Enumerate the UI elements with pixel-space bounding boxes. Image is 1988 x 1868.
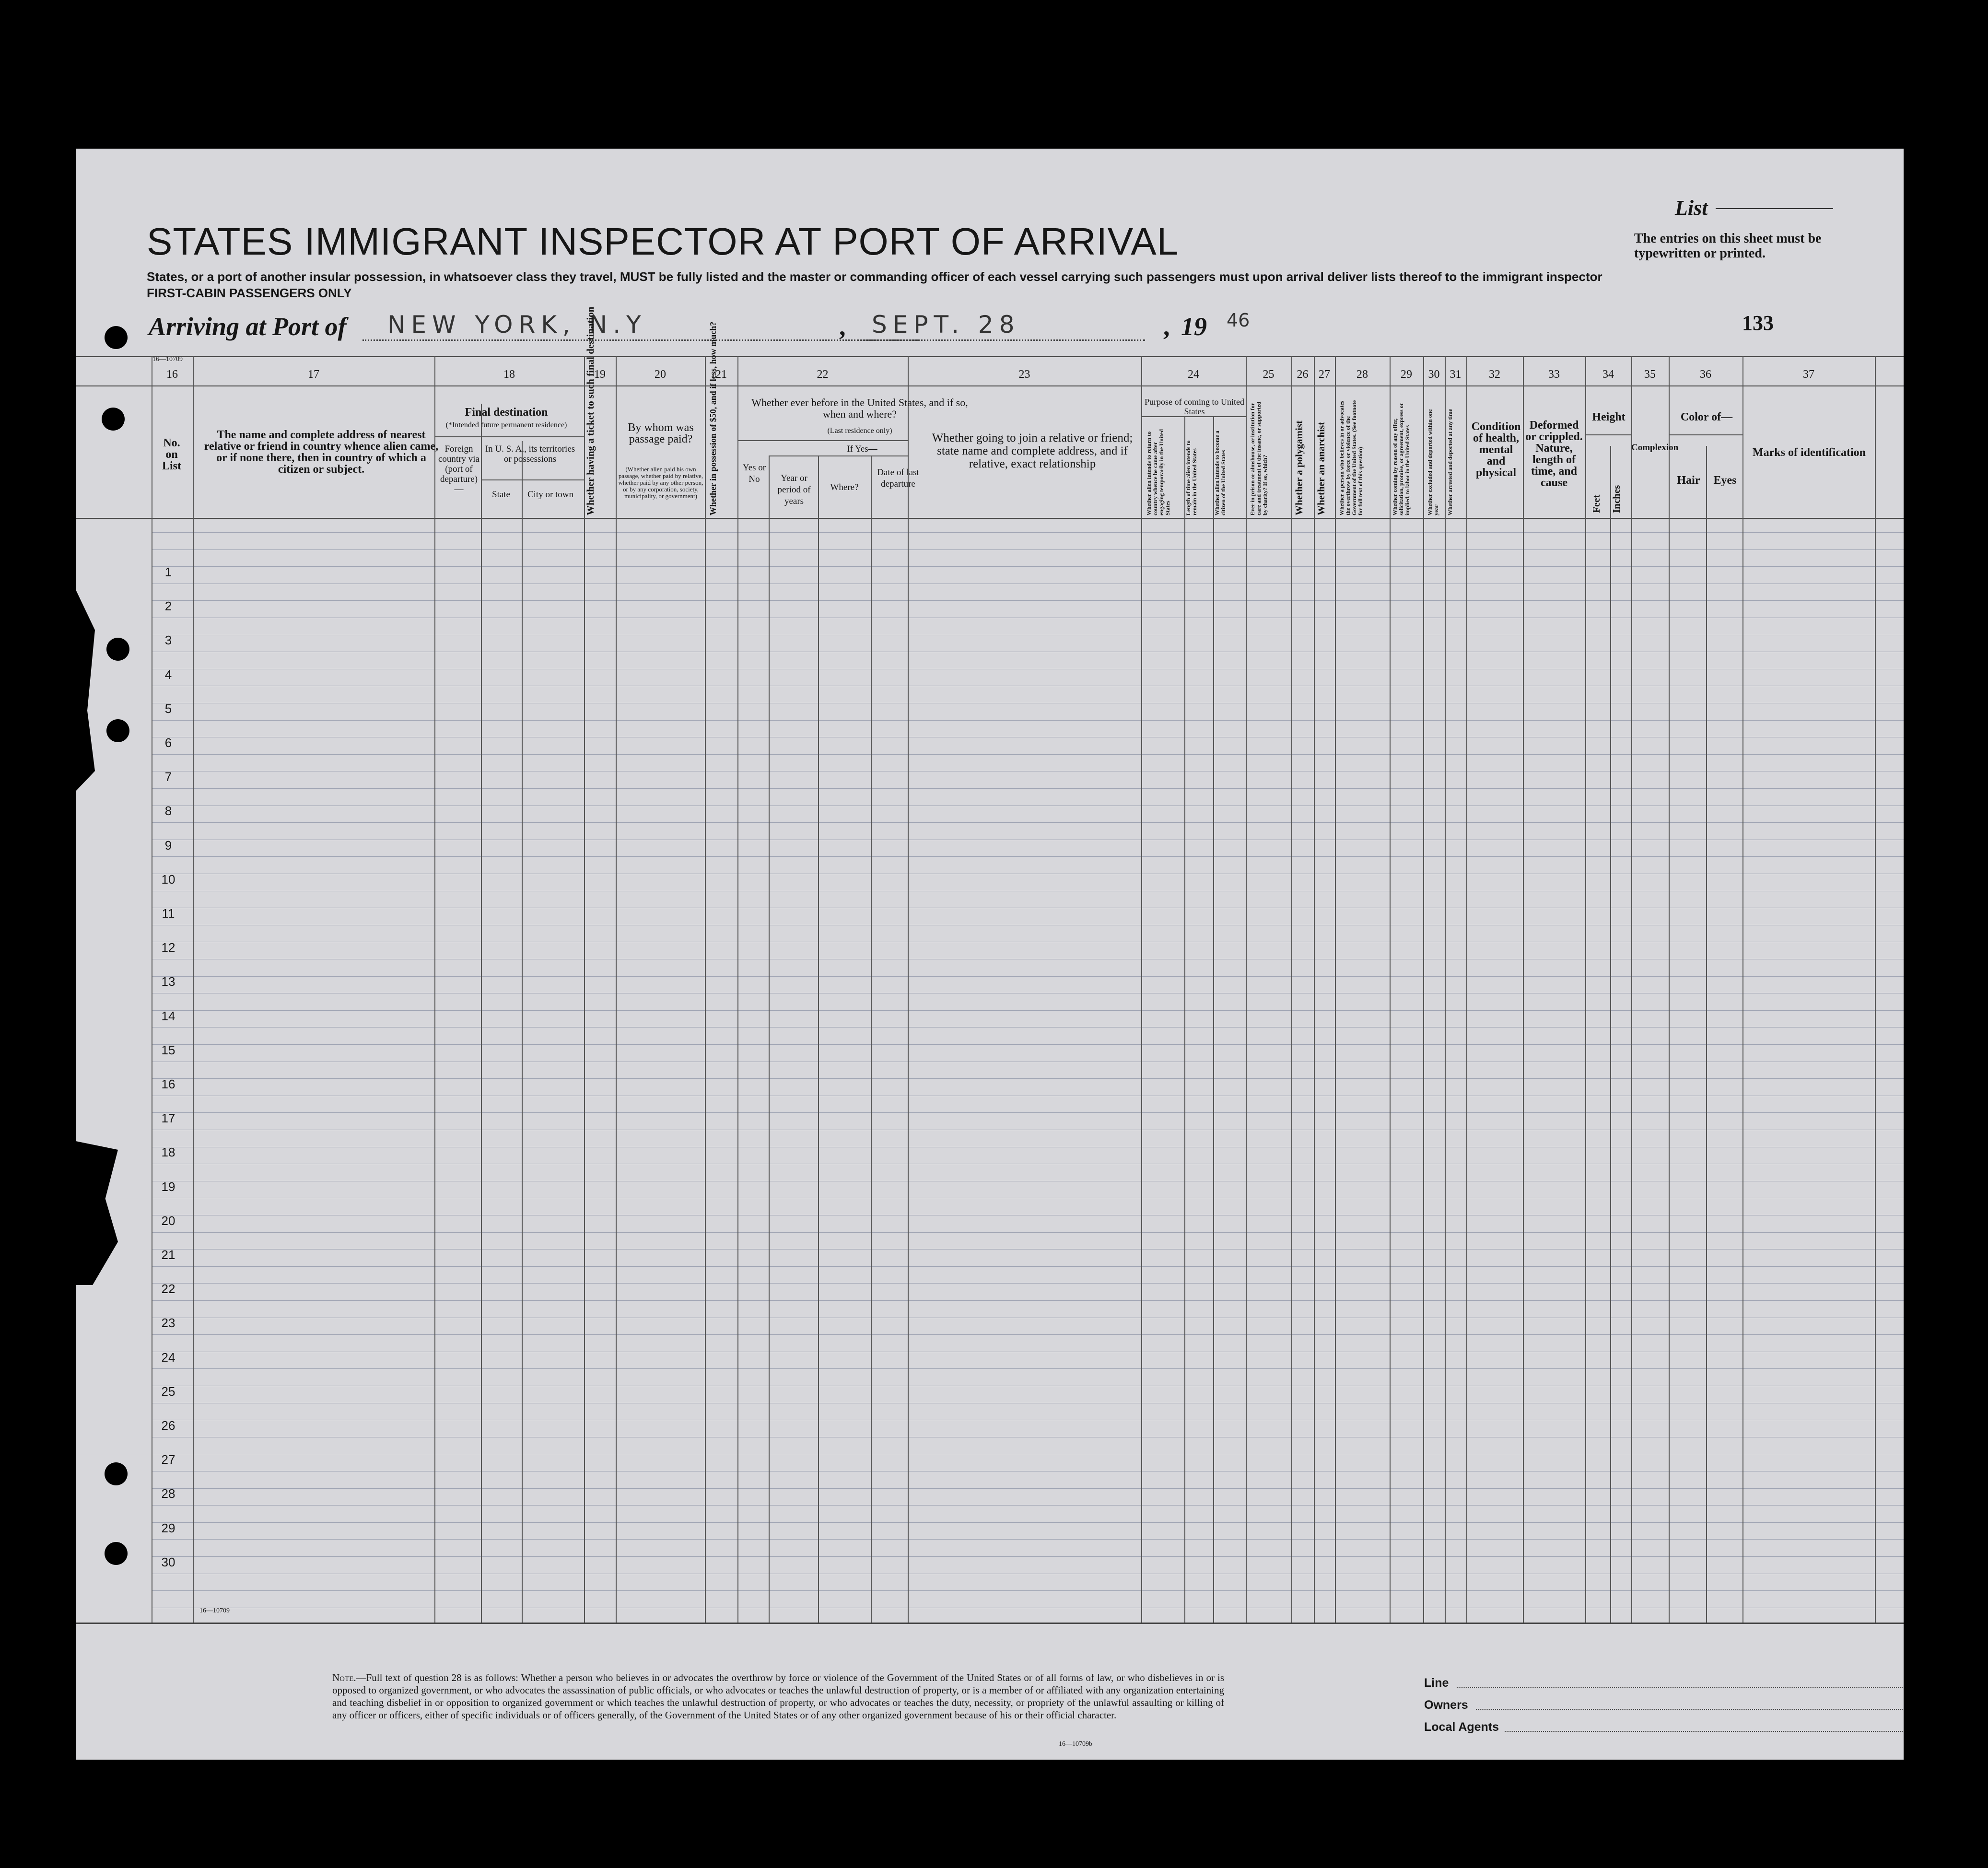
instruction-text: States, or a port of another insular possession, in whatsoever class they travel, MUST be fully listed and the master or commanding officer of each vessel carrying such passengers must upon arrival deliver lists thereof to the immigrant inspector xyxy=(147,269,1602,284)
row-rule xyxy=(152,1044,1904,1045)
col-31-header: Whether arrested and deported at any time xyxy=(1447,409,1453,515)
column-divider xyxy=(1246,356,1247,1623)
row-number: 7 xyxy=(164,770,172,784)
row-rule xyxy=(152,1266,1904,1267)
form-code-top: 16—10709 xyxy=(152,356,183,363)
column-number: 17 xyxy=(308,368,319,381)
column-divider xyxy=(1742,356,1743,1623)
page-number: 133 xyxy=(1742,311,1774,335)
col-17-header: The name and complete address of nearest relative or friend in country whence alien came, or if none there, then in country of which a citizen or subject. xyxy=(204,429,439,476)
col-24-a: Whether alien intends to return to country whence he came after engaging temporarily in the United States xyxy=(1146,429,1171,515)
col-22-year: Year or period of years xyxy=(777,473,811,506)
year-handwritten: 46 xyxy=(1227,310,1250,331)
row-number: 20 xyxy=(161,1213,175,1228)
col-26-header: Whether a polygamist xyxy=(1293,420,1305,515)
row-number: 16 xyxy=(161,1077,175,1091)
port-field-line xyxy=(363,339,919,341)
col-22-note: (Last residence only) xyxy=(827,427,892,435)
row-rule xyxy=(152,1539,1904,1540)
column-divider xyxy=(1585,356,1586,1623)
row-number: 25 xyxy=(161,1384,175,1399)
col-22-yesno: Yes or No xyxy=(742,463,766,484)
comma-2: , xyxy=(1163,312,1170,341)
col-22-where: Where? xyxy=(830,482,859,492)
punch-hole xyxy=(105,1462,128,1485)
sub-column-divider xyxy=(522,441,523,1623)
column-divider xyxy=(616,356,617,1623)
row-number: 6 xyxy=(164,736,172,750)
form-code-bottom: 16—10709 xyxy=(199,1607,230,1614)
col-22-title: Whether ever before in the United States, and if so, when and where? xyxy=(751,397,968,420)
punch-hole xyxy=(102,408,125,431)
sub-header-divider xyxy=(737,440,908,441)
sub-header-divider xyxy=(481,479,584,480)
row-number: 21 xyxy=(161,1248,175,1262)
punch-hole xyxy=(106,638,129,661)
column-divider xyxy=(1335,356,1336,1623)
column-number: 37 xyxy=(1803,368,1814,381)
row-number: 9 xyxy=(164,838,172,852)
sub-column-divider xyxy=(1184,417,1185,1623)
col-18-title: Final destination xyxy=(465,406,548,419)
row-rule xyxy=(152,1112,1904,1113)
col-24-title: Purpose of coming to United States xyxy=(1145,397,1244,416)
column-divider xyxy=(1523,356,1524,1623)
row-number: 19 xyxy=(161,1179,175,1194)
row-rule xyxy=(152,532,1904,533)
column-number: 24 xyxy=(1188,368,1199,381)
sub-header-divider xyxy=(1585,434,1631,435)
col-18-state: State xyxy=(492,490,510,500)
col-33-header: Deformed or crippled. Nature, length of time, and cause xyxy=(1525,419,1583,489)
row-number: 27 xyxy=(161,1452,175,1467)
line-label: Line xyxy=(1424,1676,1449,1690)
row-rule xyxy=(152,1283,1904,1284)
col-29-header: Whether coming by reason of any offer, solicitation, promise, or agreement, express or implied, to labor in the United States xyxy=(1392,403,1411,515)
col-34-inches: Inches xyxy=(1611,485,1622,513)
column-number: 36 xyxy=(1700,368,1711,381)
cabin-class: FIRST-CABIN PASSENGERS ONLY xyxy=(147,286,352,300)
row-rule xyxy=(152,549,1904,550)
column-number: 21 xyxy=(715,368,727,381)
sub-column-divider xyxy=(1213,417,1214,1623)
row-number: 8 xyxy=(164,804,172,818)
col-36-hair: Hair xyxy=(1677,474,1700,487)
column-number: 19 xyxy=(594,368,606,381)
col-34-title: Height xyxy=(1592,411,1625,423)
sub-column-divider xyxy=(871,455,872,1623)
column-number: 22 xyxy=(817,368,829,381)
port-handwritten: NEW YORK, N.Y xyxy=(387,311,647,339)
row-number: 1 xyxy=(164,565,172,579)
col-24-b: Length of time alien intends to remain in the United States xyxy=(1185,440,1198,515)
sub-column-divider xyxy=(1610,446,1611,1623)
column-divider xyxy=(1291,356,1292,1623)
table-bottom-border xyxy=(76,1623,1904,1624)
row-number: 14 xyxy=(161,1008,175,1023)
footnote-label: Note. xyxy=(332,1672,356,1683)
row-rule xyxy=(152,1078,1904,1079)
sub-column-divider xyxy=(1706,446,1707,1623)
col-20-title: By whom was passage paid? xyxy=(628,421,694,445)
row-rule xyxy=(152,754,1904,755)
column-number: 27 xyxy=(1319,368,1330,381)
column-number: 16 xyxy=(166,368,178,381)
row-rule xyxy=(152,1300,1904,1301)
column-divider xyxy=(1669,356,1670,1623)
line-field xyxy=(1457,1687,1904,1688)
col-18-usa: In U. S. A., its territories or possessions xyxy=(485,444,575,464)
row-number: 10 xyxy=(161,872,175,887)
col-19-header: Whether having a ticket to such final destination xyxy=(585,306,596,515)
sub-header-divider xyxy=(434,436,584,437)
column-divider xyxy=(1631,356,1632,1623)
col-22-ifyes: If Yes— xyxy=(847,444,877,454)
column-divider xyxy=(1445,356,1446,1623)
table-top-border xyxy=(76,356,1904,357)
column-divider xyxy=(584,356,585,1623)
row-number: 18 xyxy=(161,1145,175,1160)
manifest-sheet xyxy=(76,149,1904,1760)
column-number: 34 xyxy=(1602,368,1614,381)
column-number: 28 xyxy=(1357,368,1368,381)
column-divider xyxy=(1314,356,1315,1623)
row-rule xyxy=(152,1556,1904,1557)
sub-column-divider xyxy=(818,455,819,1623)
row-number: 17 xyxy=(161,1111,175,1126)
row-number: 2 xyxy=(164,599,172,614)
row-rule xyxy=(152,1488,1904,1489)
date-handwritten: SEPT. 28 xyxy=(872,311,1020,339)
col-37-header: Marks of identification xyxy=(1753,446,1866,459)
col-34-feet: Feet xyxy=(1590,494,1602,513)
row-rule xyxy=(152,1232,1904,1233)
col-23-header: Whether going to join a relative or friend; state name and complete address, and if relative, exact relationship xyxy=(932,432,1133,470)
col-18-note: (*Intended future permanent residence) xyxy=(445,421,567,429)
column-divider xyxy=(1141,356,1142,1623)
sub-column-divider xyxy=(769,455,770,1623)
row-number: 4 xyxy=(164,667,172,682)
column-number: 33 xyxy=(1548,368,1560,381)
row-number: 12 xyxy=(161,940,175,955)
row-rule xyxy=(152,600,1904,601)
row-rule xyxy=(152,976,1904,977)
page-title: STATES IMMIGRANT INSPECTOR AT PORT OF ARRIVAL xyxy=(147,220,1179,263)
row-number: 5 xyxy=(164,701,172,716)
row-rule xyxy=(152,1505,1904,1506)
punch-hole xyxy=(106,719,129,742)
date-field-line xyxy=(857,339,1145,341)
row-number: 26 xyxy=(161,1418,175,1433)
column-divider xyxy=(705,356,706,1623)
col-18-foreign: Foreign country via (port of departure)— xyxy=(438,444,479,494)
sub-header-divider xyxy=(769,455,908,456)
column-number: 31 xyxy=(1450,368,1462,381)
sub-header-divider xyxy=(1141,416,1246,417)
owners-label: Owners xyxy=(1424,1698,1468,1712)
row-number: 15 xyxy=(161,1042,175,1057)
column-number: 30 xyxy=(1428,368,1440,381)
column-divider xyxy=(737,356,738,1623)
row-number: 11 xyxy=(162,906,175,921)
row-rule xyxy=(152,1010,1904,1011)
owners-field xyxy=(1476,1709,1904,1710)
column-number: 23 xyxy=(1018,368,1030,381)
row-number: 13 xyxy=(161,974,175,989)
agents-field xyxy=(1505,1731,1904,1732)
row-number: 22 xyxy=(161,1282,175,1296)
col-25-header: Ever in prison or almshouse, or institution for care and treatment of the insane, or supported by charity? If so, which? xyxy=(1249,401,1268,515)
column-divider xyxy=(193,356,194,1623)
column-number: 29 xyxy=(1401,368,1412,381)
col-36-eyes: Eyes xyxy=(1713,474,1737,487)
row-number: 29 xyxy=(161,1520,175,1535)
column-number: 20 xyxy=(655,368,666,381)
column-divider xyxy=(434,356,435,1623)
row-number: 3 xyxy=(164,633,172,648)
col-35-header: Complexion xyxy=(1631,443,1679,453)
footnote-code: 16—10709b xyxy=(1059,1740,1092,1748)
footnote-text: —Full text of question 28 is as follows: Whether a person who believes in or advocates the overthrow by force or violence of the Government of the United States or of all forms of law, or who disbelieves in or is opposed to organized government, or who advocates the assassination of public officials, or who advocates or teaches the unlawful destruction of property, or is a member of or affiliated with any organization entertaining and teaching disbelief in or opposition to organized government or which teaches the unlawful destruction of property, or who advocates or teaches the duty, necessity, or propriety of the unlawful assaulting or killing of any officer or officers, either of specific individuals or of officers generally, of the Government of the United States or of any other organized government because of his or their official character. xyxy=(332,1672,1224,1721)
column-divider xyxy=(1466,356,1467,1623)
row-rule xyxy=(152,856,1904,857)
footnote xyxy=(332,1671,1224,1721)
column-number: 32 xyxy=(1489,368,1500,381)
row-rule xyxy=(152,788,1904,789)
column-number: 26 xyxy=(1297,368,1309,381)
punch-hole xyxy=(105,326,128,349)
column-divider xyxy=(908,356,909,1623)
row-number: 23 xyxy=(161,1316,175,1331)
sub-header-divider xyxy=(1669,434,1742,435)
column-number: 25 xyxy=(1263,368,1275,381)
col-24-c: Whether alien intends to become a citizen of the United States xyxy=(1214,431,1227,515)
column-number: 35 xyxy=(1644,368,1656,381)
col-21-header: Whether in possession of $50, and if less, how much? xyxy=(708,321,718,515)
col-16-header: No. on List xyxy=(162,437,181,472)
row-rule xyxy=(152,1522,1904,1523)
punch-hole xyxy=(105,1542,128,1565)
row-rule xyxy=(152,1368,1904,1369)
row-number: 28 xyxy=(161,1486,175,1501)
entries-note: The entries on this sheet must be typewritten or printed. xyxy=(1634,231,1822,261)
list-label: List xyxy=(1675,196,1708,220)
col-18-city: City or town xyxy=(527,490,574,500)
column-divider xyxy=(1423,356,1424,1623)
row-rule xyxy=(152,822,1904,823)
row-rule xyxy=(152,566,1904,567)
row-rule xyxy=(152,720,1904,721)
col-36-title: Color of— xyxy=(1680,411,1733,423)
col-28-header: Whether a person who believes in or advocates the overthrow by force or violence of the Government of the United States. (See footnote for full text of this question) xyxy=(1338,400,1364,515)
col-20-note: (Whether alien paid his own passage, whether paid by relative, whether paid by any other person, or by any corporation, society, municipality, or government) xyxy=(618,466,703,500)
col-30-header: Whether excluded and deported within one year xyxy=(1427,409,1439,515)
col-32-header: Condition of health, mental and physical xyxy=(1471,420,1521,479)
agents-label: Local Agents xyxy=(1424,1720,1499,1734)
year-printed: 19 xyxy=(1181,312,1207,341)
column-divider xyxy=(1875,356,1876,1623)
header-bottom-border xyxy=(76,518,1904,519)
column-number: 18 xyxy=(503,368,515,381)
arriving-label: Arriving at Port of xyxy=(149,312,347,341)
sub-column-divider xyxy=(481,404,482,1623)
column-divider xyxy=(1390,356,1391,1623)
list-number-line xyxy=(1716,208,1833,209)
column-number-border xyxy=(76,385,1904,386)
col-27-header: Whether an anarchist xyxy=(1315,421,1327,515)
comma-1: , xyxy=(839,312,846,341)
col-22-date: Date of last departure xyxy=(877,467,919,489)
row-rule xyxy=(152,1590,1904,1591)
row-number: 24 xyxy=(161,1350,175,1365)
row-rule xyxy=(152,1334,1904,1335)
row-number: 30 xyxy=(161,1554,175,1569)
